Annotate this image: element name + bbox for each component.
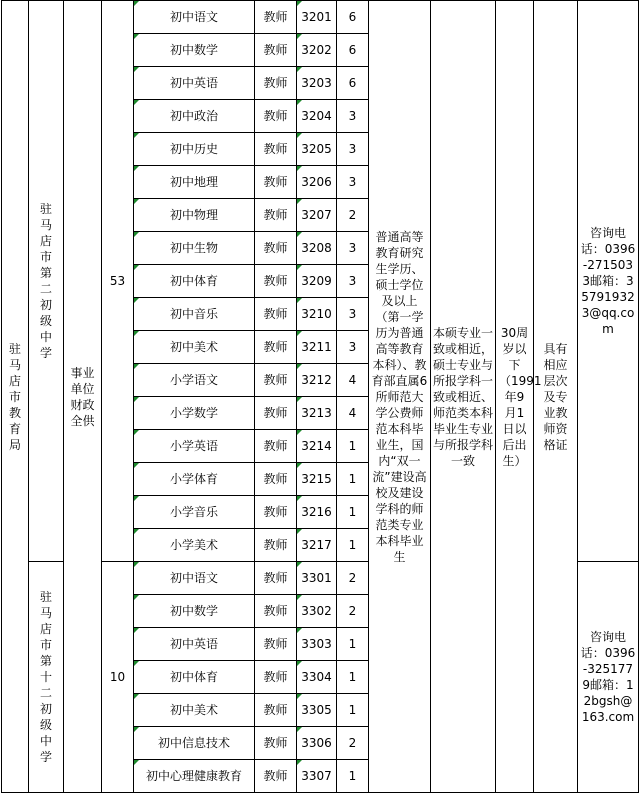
cell-marker-icon	[297, 397, 302, 402]
position-title-cell: 教师	[255, 694, 297, 727]
unit-name-cell: 驻马店市第十二初级中学	[29, 562, 64, 793]
course-label: 初中体育	[169, 274, 218, 288]
position-code-cell	[297, 199, 337, 232]
position-code-label: 3211	[301, 340, 332, 354]
position-code-label: 3214	[301, 439, 332, 453]
cell-marker-icon	[134, 331, 139, 336]
course-label: 初中体育	[169, 670, 218, 684]
position-title-cell: 教师	[255, 760, 297, 793]
unit-name-cell: 驻马店市第二初级中学	[29, 1, 64, 562]
cell-marker-icon	[134, 430, 139, 435]
position-code-label: 3205	[301, 142, 332, 156]
position-count-cell: 6	[337, 67, 369, 100]
course-label: 初中数学	[169, 604, 218, 618]
position-code-cell	[297, 628, 337, 661]
age-cell: 30周岁以下（1991年9月1日以后出生）	[496, 1, 534, 793]
course-cell	[134, 331, 255, 364]
cell-marker-icon	[297, 199, 302, 204]
position-code-label: 3206	[301, 175, 332, 189]
position-code-label: 3208	[301, 241, 332, 255]
position-code-cell	[297, 232, 337, 265]
position-title-cell: 教师	[255, 232, 297, 265]
position-code-cell	[297, 727, 337, 760]
course-cell	[134, 100, 255, 133]
cell-marker-icon	[297, 694, 302, 699]
contact-cell: 咨询电话：0396-3251779邮箱：12bgsh@163.com	[578, 562, 639, 793]
certificate-cell: 具有相应层次及专业教师资格证	[534, 1, 578, 793]
position-code-label: 3202	[301, 43, 332, 57]
course-label: 初中地理	[169, 175, 218, 189]
cell-marker-icon	[297, 430, 302, 435]
course-cell	[134, 595, 255, 628]
position-count-cell: 3	[337, 298, 369, 331]
contact-cell: 咨询电话：0396-2715033邮箱：357919323@qq.com	[578, 1, 639, 562]
position-code-label: 3207	[301, 208, 332, 222]
course-cell	[134, 199, 255, 232]
position-count-cell: 2	[337, 727, 369, 760]
cell-marker-icon	[134, 199, 139, 204]
position-title-cell: 教师	[255, 397, 297, 430]
cell-marker-icon	[134, 562, 139, 567]
position-count-cell: 1	[337, 496, 369, 529]
position-code-cell	[297, 265, 337, 298]
position-title-cell: 教师	[255, 463, 297, 496]
position-code-cell	[297, 760, 337, 793]
course-label: 小学体育	[169, 472, 218, 486]
course-cell	[134, 562, 255, 595]
position-title-cell: 教师	[255, 364, 297, 397]
course-label: 小学数学	[169, 406, 218, 420]
position-count-cell: 3	[337, 100, 369, 133]
cell-marker-icon	[297, 232, 302, 237]
position-code-cell	[297, 562, 337, 595]
position-code-label: 3204	[301, 109, 332, 123]
course-label: 初中美术	[169, 703, 218, 717]
position-title-cell: 教师	[255, 331, 297, 364]
position-code-label: 3302	[301, 604, 332, 618]
cell-marker-icon	[297, 463, 302, 468]
cell-marker-icon	[297, 661, 302, 666]
position-title-cell: 教师	[255, 562, 297, 595]
cell-marker-icon	[297, 67, 302, 72]
cell-marker-icon	[134, 265, 139, 270]
position-count-cell: 6	[337, 1, 369, 34]
position-title-cell: 教师	[255, 529, 297, 562]
cell-marker-icon	[297, 133, 302, 138]
cell-marker-icon	[297, 331, 302, 336]
cell-marker-icon	[297, 265, 302, 270]
unit-total-cell: 53	[102, 1, 134, 562]
course-label: 初中英语	[169, 637, 218, 651]
cell-marker-icon	[297, 1, 302, 6]
course-label: 小学音乐	[169, 505, 218, 519]
position-count-cell: 3	[337, 265, 369, 298]
position-code-cell	[297, 364, 337, 397]
course-label: 初中政治	[169, 109, 218, 123]
course-cell	[134, 430, 255, 463]
position-title-cell: 教师	[255, 661, 297, 694]
cell-marker-icon	[134, 133, 139, 138]
course-cell	[134, 364, 255, 397]
cell-marker-icon	[297, 562, 302, 567]
course-label: 小学语文	[169, 373, 218, 387]
cell-marker-icon	[297, 166, 302, 171]
course-label: 初中心理健康教育	[145, 769, 242, 783]
position-code-cell	[297, 463, 337, 496]
position-count-cell: 1	[337, 760, 369, 793]
cell-marker-icon	[134, 694, 139, 699]
position-count-cell: 2	[337, 199, 369, 232]
course-label: 初中信息技术	[157, 736, 230, 750]
position-code-cell	[297, 1, 337, 34]
course-cell	[134, 529, 255, 562]
course-cell	[134, 265, 255, 298]
position-title-cell: 教师	[255, 166, 297, 199]
position-code-label: 3305	[301, 703, 332, 717]
position-title-cell: 教师	[255, 1, 297, 34]
cell-marker-icon	[134, 397, 139, 402]
position-count-cell: 4	[337, 364, 369, 397]
position-code-cell	[297, 694, 337, 727]
course-cell	[134, 232, 255, 265]
course-cell	[134, 34, 255, 67]
position-title-cell: 教师	[255, 298, 297, 331]
cell-marker-icon	[134, 496, 139, 501]
position-code-cell	[297, 595, 337, 628]
cell-marker-icon	[134, 34, 139, 39]
position-title-cell: 教师	[255, 628, 297, 661]
cell-marker-icon	[134, 463, 139, 468]
position-title-cell: 教师	[255, 727, 297, 760]
cell-marker-icon	[134, 760, 139, 765]
position-code-label: 3307	[301, 769, 332, 783]
position-count-cell: 1	[337, 628, 369, 661]
position-count-cell: 3	[337, 331, 369, 364]
course-label: 小学英语	[169, 439, 218, 453]
qualification-cell: 普通高等教育研究生学历、硕士学位及以上（第一学历为普通高等教育本科）、教育部直属6所师范大学公费师范本科毕业生，国内“双一流”建设高校及建设学科的师范类专业本科毕业生	[369, 1, 431, 793]
cell-marker-icon	[134, 628, 139, 633]
course-label: 小学美术	[169, 538, 218, 552]
position-code-cell	[297, 34, 337, 67]
position-title-cell: 教师	[255, 67, 297, 100]
course-label: 初中音乐	[169, 307, 218, 321]
cell-marker-icon	[134, 100, 139, 105]
cell-marker-icon	[297, 727, 302, 732]
position-code-label: 3301	[301, 571, 332, 585]
course-label: 初中语文	[169, 571, 218, 585]
course-label: 初中物理	[169, 208, 218, 222]
unit-total-cell: 10	[102, 562, 134, 793]
major-cell: 本硕专业一致或相近，硕士专业与所报学科一致或相近、师范类本科毕业生专业与所报学科一致	[431, 1, 496, 793]
course-cell	[134, 496, 255, 529]
position-title-cell: 教师	[255, 496, 297, 529]
cell-marker-icon	[134, 529, 139, 534]
position-count-cell: 6	[337, 34, 369, 67]
position-count-cell: 1	[337, 661, 369, 694]
cell-marker-icon	[134, 727, 139, 732]
position-code-label: 3303	[301, 637, 332, 651]
position-code-cell	[297, 529, 337, 562]
course-label: 初中数学	[169, 43, 218, 57]
position-count-cell: 1	[337, 430, 369, 463]
course-cell	[134, 628, 255, 661]
position-code-label: 3201	[301, 10, 332, 24]
position-code-label: 3304	[301, 670, 332, 684]
position-count-cell: 3	[337, 133, 369, 166]
course-cell	[134, 166, 255, 199]
position-title-cell: 教师	[255, 199, 297, 232]
cell-marker-icon	[297, 529, 302, 534]
cell-marker-icon	[297, 595, 302, 600]
position-count-cell: 1	[337, 694, 369, 727]
position-code-label: 3212	[301, 373, 332, 387]
course-cell	[134, 661, 255, 694]
position-count-cell: 4	[337, 397, 369, 430]
cell-marker-icon	[297, 364, 302, 369]
course-cell	[134, 727, 255, 760]
course-cell	[134, 694, 255, 727]
position-code-label: 3213	[301, 406, 332, 420]
position-code-label: 3203	[301, 76, 332, 90]
cell-marker-icon	[134, 595, 139, 600]
position-count-cell: 2	[337, 595, 369, 628]
position-title-cell: 教师	[255, 430, 297, 463]
position-code-label: 3216	[301, 505, 332, 519]
table-row	[2, 1, 639, 34]
position-code-cell	[297, 100, 337, 133]
position-count-cell: 3	[337, 232, 369, 265]
position-count-cell: 3	[337, 166, 369, 199]
position-title-cell: 教师	[255, 595, 297, 628]
course-cell	[134, 298, 255, 331]
position-code-cell	[297, 661, 337, 694]
course-cell	[134, 1, 255, 34]
position-count-cell: 1	[337, 529, 369, 562]
cell-marker-icon	[134, 364, 139, 369]
cell-marker-icon	[134, 1, 139, 6]
position-code-label: 3210	[301, 307, 332, 321]
cell-marker-icon	[297, 496, 302, 501]
department-cell: 驻马店市教育局	[2, 1, 29, 793]
position-count-cell: 2	[337, 562, 369, 595]
cell-marker-icon	[297, 628, 302, 633]
position-code-cell	[297, 67, 337, 100]
cell-marker-icon	[297, 298, 302, 303]
cell-marker-icon	[134, 661, 139, 666]
recruitment-table	[1, 0, 639, 793]
cell-marker-icon	[297, 760, 302, 765]
course-cell	[134, 463, 255, 496]
cell-marker-icon	[134, 67, 139, 72]
position-code-cell	[297, 166, 337, 199]
cell-marker-icon	[297, 100, 302, 105]
course-label: 初中美术	[169, 340, 218, 354]
course-cell	[134, 760, 255, 793]
position-title-cell: 教师	[255, 265, 297, 298]
position-title-cell: 教师	[255, 100, 297, 133]
course-cell	[134, 133, 255, 166]
position-code-cell	[297, 430, 337, 463]
position-code-label: 3209	[301, 274, 332, 288]
cell-marker-icon	[134, 232, 139, 237]
position-code-cell	[297, 133, 337, 166]
position-code-cell	[297, 298, 337, 331]
position-count-cell: 1	[337, 463, 369, 496]
position-title-cell: 教师	[255, 133, 297, 166]
position-code-cell	[297, 496, 337, 529]
course-label: 初中英语	[169, 76, 218, 90]
cell-marker-icon	[134, 166, 139, 171]
position-code-label: 3306	[301, 736, 332, 750]
cell-marker-icon	[134, 298, 139, 303]
position-code-label: 3215	[301, 472, 332, 486]
cell-marker-icon	[297, 34, 302, 39]
position-code-cell	[297, 331, 337, 364]
position-code-cell	[297, 397, 337, 430]
course-cell	[134, 397, 255, 430]
position-title-cell: 教师	[255, 34, 297, 67]
funding-cell: 事业单位财政全供	[64, 1, 102, 793]
course-label: 初中历史	[169, 142, 218, 156]
course-label: 初中生物	[169, 241, 218, 255]
course-cell	[134, 67, 255, 100]
course-label: 初中语文	[169, 10, 218, 24]
position-code-label: 3217	[301, 538, 332, 552]
